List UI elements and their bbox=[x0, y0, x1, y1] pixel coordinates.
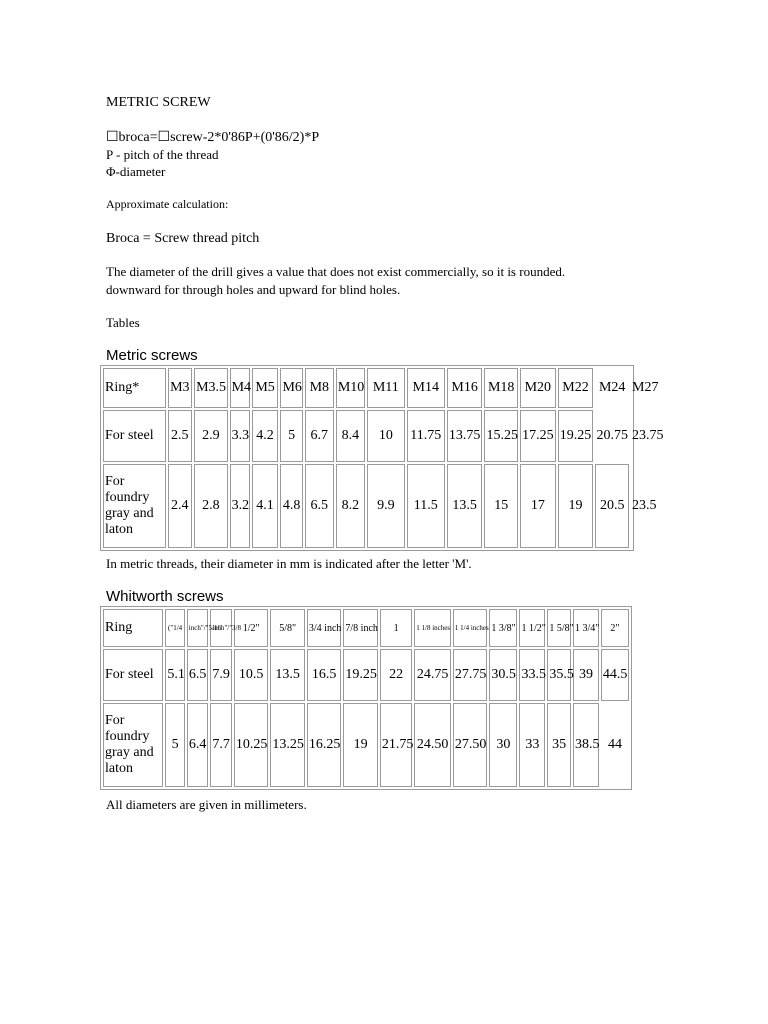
table-cell: 5 bbox=[165, 703, 184, 787]
table-cell: 39 bbox=[573, 649, 599, 701]
table-cell: 44 bbox=[607, 737, 622, 752]
metric-foundry-row: For foundry gray and laton 2.4 2.8 3.2 4.1 4.8 6.5 8.2 9.9 11.5 13.5 15 17 19 20.5 23.5 bbox=[103, 464, 631, 548]
table-cell: M20 bbox=[520, 368, 556, 408]
table-cell: 6.7 bbox=[305, 410, 334, 462]
table-cell: 1 1/8 inches bbox=[414, 609, 451, 647]
table-cell: For foundry gray and laton bbox=[103, 703, 163, 787]
table-cell: 15 bbox=[484, 464, 517, 548]
table-cell: 13.75 bbox=[447, 410, 483, 462]
table-cell: 4.1 bbox=[252, 464, 279, 548]
table-cell: M3.5 bbox=[194, 368, 227, 408]
table-cell: 2.4 bbox=[168, 464, 193, 548]
table-cell: M5 bbox=[252, 368, 279, 408]
table-cell: 35.5 bbox=[547, 649, 571, 701]
table-cell: 2" bbox=[601, 609, 629, 647]
table-cell: 5 bbox=[280, 410, 302, 462]
table-cell: 6.5 bbox=[187, 649, 209, 701]
table-cell: 13.5 bbox=[270, 649, 305, 701]
table-cell: M8 bbox=[305, 368, 334, 408]
whitworth-note: All diameters are given in millimeters. bbox=[106, 797, 307, 812]
table-cell: 10 bbox=[367, 410, 405, 462]
table-cell: 27.50 bbox=[453, 703, 488, 787]
table-cell: 15.25 bbox=[484, 410, 517, 462]
table-cell: Ring* bbox=[103, 368, 166, 408]
table-cell: 8.4 bbox=[336, 410, 365, 462]
table-cell: 17 bbox=[520, 464, 556, 548]
table-cell: Ring bbox=[103, 609, 163, 647]
table-cell: M10 bbox=[336, 368, 365, 408]
pitch-legend: P - pitch of the thread bbox=[106, 147, 219, 162]
table-cell: 9.9 bbox=[367, 464, 405, 548]
table-cell: ("1/4 bbox=[165, 609, 184, 647]
table-cell: 24.50 bbox=[414, 703, 451, 787]
table-cell: 8.2 bbox=[336, 464, 365, 548]
table-cell: M6 bbox=[280, 368, 302, 408]
table-cell: M11 bbox=[367, 368, 405, 408]
table-cell: 6.5 bbox=[305, 464, 334, 548]
table-cell: 4.2 bbox=[252, 410, 279, 462]
table-cell: 1 1/4 inches bbox=[453, 609, 488, 647]
table-cell: 30 bbox=[489, 703, 517, 787]
table-cell: 33.5 bbox=[519, 649, 545, 701]
table-cell: M16 bbox=[447, 368, 483, 408]
table-cell: For steel bbox=[103, 649, 163, 701]
table-cell: 22 bbox=[380, 649, 412, 701]
table-cell: 10.5 bbox=[234, 649, 269, 701]
diameter-legend: Φ-diameter bbox=[106, 164, 166, 179]
metric-note: In metric threads, their diameter in mm is indicated after the letter 'M'. bbox=[106, 556, 472, 571]
table-cell: 13.5 bbox=[447, 464, 483, 548]
table-cell: 19.25 bbox=[343, 649, 378, 701]
table-cell: M14 bbox=[407, 368, 445, 408]
table-cell: 2.9 bbox=[194, 410, 227, 462]
page-title: METRIC SCREW bbox=[106, 95, 211, 110]
table-cell: For foundry gray and laton bbox=[103, 464, 166, 548]
table-cell: 2.5 bbox=[168, 410, 193, 462]
tables-label: Tables bbox=[106, 315, 140, 330]
metric-header-row: Ring* M3 M3.5 M4 M5 M6 M8 M10 M11 M14 M16 M18 M20 M22 M24 M27 bbox=[103, 368, 631, 408]
approx-formula: Broca = Screw thread pitch bbox=[106, 231, 260, 246]
table-cell: M24 bbox=[598, 380, 626, 395]
whitworth-steel-row bbox=[103, 649, 629, 701]
table-cell: 1 3/4" bbox=[573, 609, 599, 647]
table-cell: For steel bbox=[103, 410, 166, 462]
table-cell: 16.5 bbox=[307, 649, 342, 701]
table-cell: 1 1/2" bbox=[519, 609, 545, 647]
table-cell: 2.8 bbox=[194, 464, 227, 548]
table-cell: 3.3 bbox=[230, 410, 250, 462]
whitworth-heading: Whitworth screws bbox=[106, 588, 224, 605]
table-cell: M3 bbox=[168, 368, 193, 408]
table-cell: 1 bbox=[380, 609, 412, 647]
table-cell: M22 bbox=[558, 368, 594, 408]
table-cell: 1 3/8" bbox=[489, 609, 517, 647]
table-cell: 20.75 bbox=[596, 428, 628, 443]
table-cell: 19 bbox=[558, 464, 594, 548]
table-cell: 13.25 bbox=[270, 703, 305, 787]
metric-screws-table bbox=[100, 365, 664, 551]
table-cell: 4.8 bbox=[280, 464, 302, 548]
table-cell: M18 bbox=[484, 368, 517, 408]
table-cell: 7/8 inch bbox=[343, 609, 378, 647]
whitworth-screws-table bbox=[100, 606, 632, 790]
table-cell: 6.4 bbox=[187, 703, 209, 787]
table-cell: 17.25 bbox=[520, 410, 556, 462]
table-cell: 38.5 bbox=[573, 703, 599, 787]
rounding-paragraph-line2: downward for through holes and upward for blind holes. bbox=[106, 282, 401, 297]
table-cell: 5/8" bbox=[270, 609, 305, 647]
table-cell: 7.7 bbox=[210, 703, 232, 787]
table-cell: 1/2" bbox=[234, 609, 269, 647]
whitworth-foundry-row bbox=[103, 703, 629, 787]
table-cell: inch"/"3/8 bbox=[210, 609, 232, 647]
table-cell: 24.75 bbox=[414, 649, 451, 701]
table-cell: 44.5 bbox=[601, 649, 629, 701]
table-cell: 21.75 bbox=[380, 703, 412, 787]
table-cell: 20.5 bbox=[595, 464, 629, 548]
table-cell: 35 bbox=[547, 703, 571, 787]
metric-steel-row: For steel 2.5 2.9 3.3 4.2 5 6.7 8.4 10 11.75 13.75 15.25 17.25 19.25 20.75 23.75 bbox=[103, 410, 631, 462]
table-cell: M4 bbox=[230, 368, 250, 408]
table-cell: 3/4 inch bbox=[307, 609, 342, 647]
metric-heading: Metric screws bbox=[106, 347, 198, 364]
whitworth-header-row bbox=[103, 609, 629, 647]
table-cell: 16.25 bbox=[307, 703, 342, 787]
table-cell: 11.75 bbox=[407, 410, 445, 462]
table-cell: 3.2 bbox=[230, 464, 250, 548]
table-cell: 7.9 bbox=[210, 649, 232, 701]
approx-label: Approximate calculation: bbox=[106, 197, 229, 211]
drill-formula: ☐broca=☐screw-2*0'86P+(0'86/2)*P bbox=[106, 130, 320, 145]
table-cell: 19 bbox=[343, 703, 378, 787]
table-cell: 5.1 bbox=[165, 649, 184, 701]
table-cell: 27.75 bbox=[453, 649, 488, 701]
table-cell: 33 bbox=[519, 703, 545, 787]
rounding-paragraph-line1: The diameter of the drill gives a value that does not exist commercially, so it is rounded. bbox=[106, 264, 566, 279]
table-cell: 10.25 bbox=[234, 703, 269, 787]
table-cell: 11.5 bbox=[407, 464, 445, 548]
table-cell: 1 5/8" bbox=[547, 609, 571, 647]
table-cell: inch"/"5/16 bbox=[187, 609, 209, 647]
table-cell: 30.5 bbox=[489, 649, 517, 701]
table-cell: 19.25 bbox=[558, 410, 594, 462]
